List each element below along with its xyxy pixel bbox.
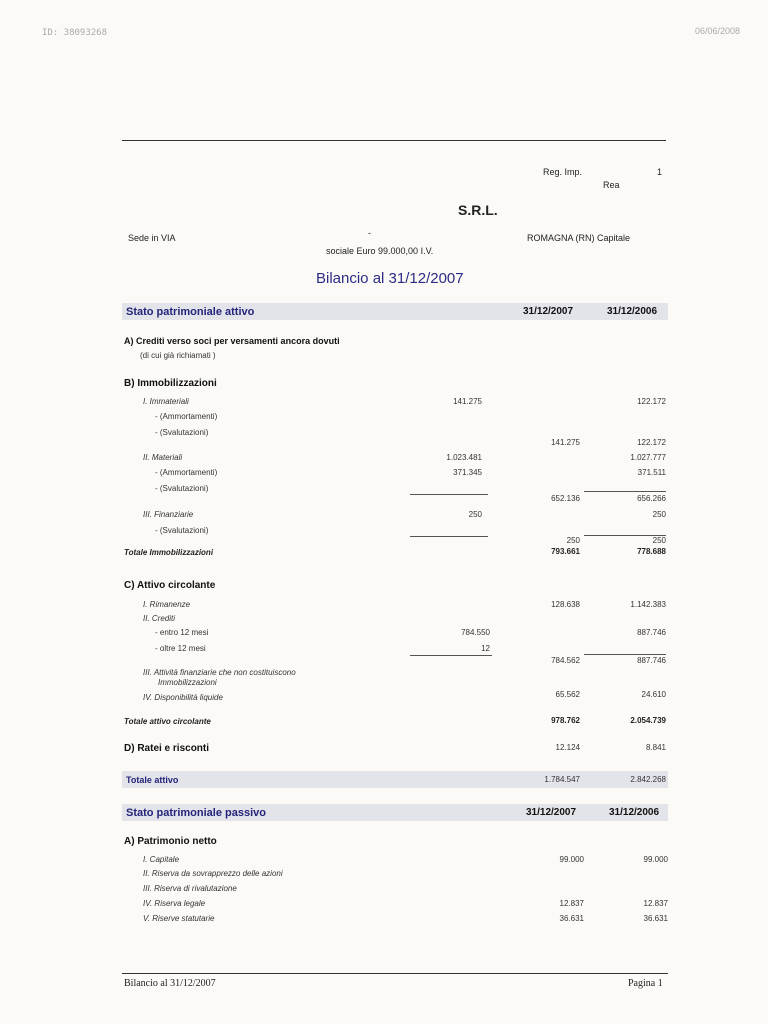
footer-page-number: Pagina 1 xyxy=(628,978,663,989)
address-prefix: Sede in VIA xyxy=(128,233,176,243)
attivo-col-2006: 31/12/2006 xyxy=(607,306,658,317)
riserve-statutarie-2006: 36.631 xyxy=(643,914,668,923)
totale-attivo-circolante-2006: 2.054.739 xyxy=(630,716,666,725)
totale-attivo-2006: 2.842.268 xyxy=(630,775,666,784)
rimanenze-2007: 128.638 xyxy=(551,600,580,609)
subtotal-line xyxy=(584,654,666,655)
rea-label: Rea xyxy=(603,180,620,190)
totale-attivo-circolante-label: Totale attivo circolante xyxy=(124,717,211,726)
passivo-col-2007: 31/12/2007 xyxy=(526,807,577,818)
section-a-patrimonio-netto: A) Patrimonio netto xyxy=(124,836,217,847)
subtotal-line xyxy=(584,491,666,492)
materiali-net-2007: 652.136 xyxy=(551,494,580,503)
totale-immobilizzazioni-label: Totale Immobilizzazioni xyxy=(124,548,214,557)
attivo-header: Stato patrimoniale attivo xyxy=(126,306,255,318)
crediti-2006: 887.746 xyxy=(637,656,666,665)
capitale-2006: 99.000 xyxy=(643,855,668,864)
section-b-immobilizzazioni: B) Immobilizzazioni xyxy=(124,378,217,389)
entro-12-mesi-2006: 887.746 xyxy=(637,628,666,637)
materiali-2006: 1.027.777 xyxy=(630,453,666,462)
capitale-2007: 99.000 xyxy=(559,855,584,864)
section-d-ratei-risconti: D) Ratei e risconti xyxy=(124,743,210,754)
subtotal-line xyxy=(410,655,492,656)
totale-attivo-label: Totale attivo xyxy=(126,775,179,785)
immateriali-net-2006: 122.172 xyxy=(637,438,666,447)
scan-date: 06/06/2008 xyxy=(695,26,741,36)
footer-title: Bilancio al 31/12/2007 xyxy=(124,978,216,989)
reg-imp-value: 1 xyxy=(657,167,663,177)
totale-immobilizzazioni-2006: 778.688 xyxy=(637,547,666,556)
row-rimanenze: I. Rimanenze xyxy=(143,600,191,609)
disponibilita-2007: 65.562 xyxy=(555,690,580,699)
totale-attivo-circolante-2007: 978.762 xyxy=(551,716,580,725)
entro-12-mesi-2007: 784.550 xyxy=(461,628,490,637)
finanziarie-net-2007: 250 xyxy=(566,536,580,545)
attivo-col-2007: 31/12/2007 xyxy=(523,306,574,317)
row-ammortamenti-1: - (Ammortamenti) xyxy=(155,412,218,421)
passivo-header: Stato patrimoniale passivo xyxy=(126,807,266,819)
riserva-legale-2007: 12.837 xyxy=(559,899,584,908)
riserve-statutarie-2007: 36.631 xyxy=(559,914,584,923)
riserva-legale-2006: 12.837 xyxy=(643,899,668,908)
disponibilita-2006: 24.610 xyxy=(641,690,666,699)
row-crediti: II. Crediti xyxy=(143,614,176,623)
row-svalutazioni-3: - (Svalutazioni) xyxy=(155,526,209,535)
footer-rule xyxy=(122,973,668,974)
section-a-crediti-soci: A) Crediti verso soci per versamenti ancora dovuti xyxy=(124,336,340,346)
finanziarie-2006: 250 xyxy=(652,510,666,519)
company-name: S.R.L. xyxy=(458,202,498,218)
crediti-2007: 784.562 xyxy=(551,656,580,665)
passivo-col-2006: 31/12/2006 xyxy=(609,807,660,818)
totale-attivo-2007: 1.784.547 xyxy=(544,775,580,784)
row-materiali: II. Materiali xyxy=(143,453,183,462)
row-entro-12-mesi: - entro 12 mesi xyxy=(155,628,209,637)
section-a-note: (di cui già richiamati ) xyxy=(140,351,216,360)
top-rule xyxy=(122,140,666,141)
ratei-risconti-2007: 12.124 xyxy=(555,743,580,752)
oltre-12-mesi-2007: 12 xyxy=(481,644,490,653)
finanziarie-net-2006: 250 xyxy=(652,536,666,545)
subtotal-line xyxy=(410,536,488,537)
row-svalutazioni-1: - (Svalutazioni) xyxy=(155,428,209,437)
row-oltre-12-mesi: - oltre 12 mesi xyxy=(155,644,206,653)
address-city: ROMAGNA (RN) Capitale xyxy=(527,233,631,243)
address-dash: - xyxy=(368,228,371,238)
immateriali-net-2007: 141.275 xyxy=(551,438,580,447)
row-immateriali: I. Immateriali xyxy=(143,397,189,406)
materiali-net-2006: 656.266 xyxy=(637,494,666,503)
row-ammortamenti-2: - (Ammortamenti) xyxy=(155,468,218,477)
row-finanziarie: III. Finanziarie xyxy=(143,510,194,519)
row-riserva-sovrapprezzo: II. Riserva da sovrapprezzo delle azioni xyxy=(143,869,283,878)
document-title: Bilancio al 31/12/2007 xyxy=(316,270,464,287)
section-c-attivo-circolante: C) Attivo circolante xyxy=(124,580,216,591)
materiali-gross: 1.023.481 xyxy=(446,453,482,462)
share-capital: sociale Euro 99.000,00 I.V. xyxy=(326,246,434,256)
row-riserva-rivalutazione: III. Riserva di rivalutazione xyxy=(143,884,237,893)
row-riserva-legale: IV. Riserva legale xyxy=(143,899,206,908)
ammortamenti-2-2007: 371.345 xyxy=(453,468,482,477)
ammortamenti-2-2006: 371.511 xyxy=(637,468,666,477)
row-attivita-finanziarie-cont: Immobilizzazioni xyxy=(158,678,217,687)
row-svalutazioni-2: - (Svalutazioni) xyxy=(155,484,209,493)
row-disponibilita-liquide: IV. Disponibilità liquide xyxy=(143,693,223,702)
ratei-risconti-2006: 8.841 xyxy=(645,743,666,752)
reg-imp-label: Reg. Imp. xyxy=(543,167,583,177)
totale-attivo-band xyxy=(122,771,668,788)
row-riserve-statutarie: V. Riserve statutarie xyxy=(143,914,215,923)
immateriali-2006: 122.172 xyxy=(637,397,666,406)
scan-id: ID: 38093268 xyxy=(42,28,108,38)
rimanenze-2006: 1.142.383 xyxy=(630,600,666,609)
totale-immobilizzazioni-2007: 793.661 xyxy=(551,547,580,556)
row-capitale: I. Capitale xyxy=(143,855,180,864)
finanziarie-gross: 250 xyxy=(468,510,482,519)
row-attivita-finanziarie: III. Attività finanziarie che non costituiscono xyxy=(143,668,296,677)
immateriali-gross: 141.275 xyxy=(453,397,482,406)
subtotal-line xyxy=(410,494,488,495)
